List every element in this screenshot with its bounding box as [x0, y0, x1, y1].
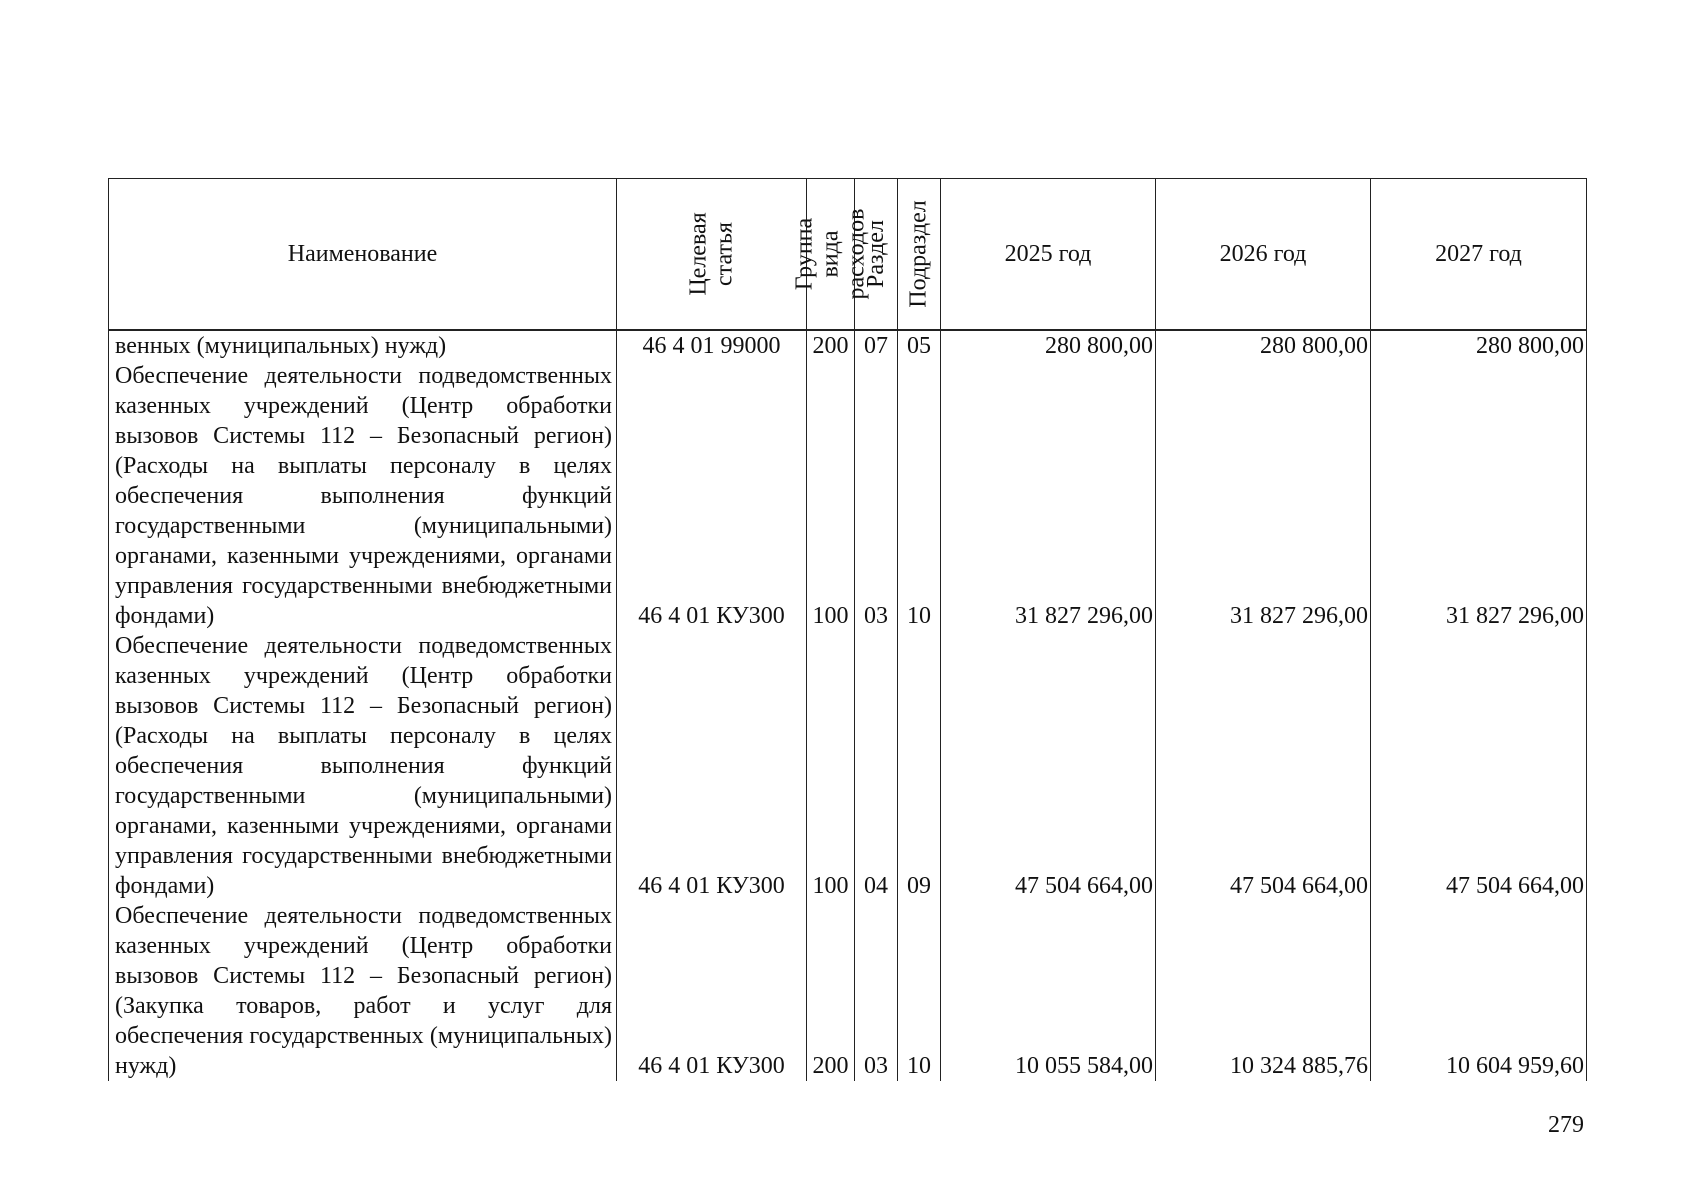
row-group: 200 — [807, 330, 855, 361]
row-group: 100 — [807, 631, 855, 901]
row-name: венных (муниципальных) нужд) — [109, 330, 617, 361]
table-header-row — [109, 179, 1587, 331]
header-target — [617, 179, 807, 331]
row-code: 46 4 01 КУ300 — [617, 901, 807, 1081]
row-2026: 31 827 296,00 — [1156, 361, 1371, 631]
row-section: 07 — [855, 330, 898, 361]
row-2026: 10 324 885,76 — [1156, 901, 1371, 1081]
row-section: 03 — [855, 361, 898, 631]
header-section-label: Раздел — [863, 220, 890, 288]
header-group — [791, 179, 870, 331]
header-2025: 2025 год — [941, 179, 1156, 331]
row-2027: 280 800,00 — [1371, 330, 1587, 361]
row-2025: 10 055 584,00 — [941, 901, 1156, 1081]
header-subsection-label: Подраздел — [906, 200, 933, 308]
header-name: Наименование — [109, 179, 617, 331]
row-code: 46 4 01 КУ300 — [617, 631, 807, 901]
row-name: Обеспечение деятельности подведомственных казенных учреждений (Центр обработки вызовов Системы 112 – Безопасный регион) (Расходы на выплаты персоналу в целях обеспечения выполнения функций государственными (муниципальными) органами, казенными учреждениями, органами управления государственными внебюджетными фондами) — [109, 361, 617, 631]
table-row — [109, 330, 1587, 361]
row-group: 200 — [807, 901, 855, 1081]
row-2025: 47 504 664,00 — [941, 631, 1156, 901]
table-row — [109, 901, 1587, 1081]
row-name: Обеспечение деятельности подведомственных казенных учреждений (Центр обработки вызовов Системы 112 – Безопасный регион) (Расходы на выплаты персоналу в целях обеспечения выполнения функций государственными (муниципальными) органами, казенными учреждениями, органами управления государственными внебюджетными фондами) — [109, 631, 617, 901]
row-subsection: 10 — [898, 361, 941, 631]
row-subsection: 09 — [898, 631, 941, 901]
table-row — [109, 631, 1587, 901]
row-subsection: 05 — [898, 330, 941, 361]
row-group: 100 — [807, 361, 855, 631]
row-2027: 10 604 959,60 — [1371, 901, 1587, 1081]
header-target-label: Целевая статья — [685, 212, 738, 296]
page-number: 279 — [1548, 1112, 1584, 1138]
row-2027: 31 827 296,00 — [1371, 361, 1587, 631]
row-2025: 31 827 296,00 — [941, 361, 1156, 631]
header-group-label: Группа вида расходов — [791, 208, 870, 300]
row-2026: 47 504 664,00 — [1156, 631, 1371, 901]
row-2027: 47 504 664,00 — [1371, 631, 1587, 901]
row-2025: 280 800,00 — [941, 330, 1156, 361]
row-section: 03 — [855, 901, 898, 1081]
row-code: 46 4 01 КУ300 — [617, 361, 807, 631]
table-row — [109, 361, 1587, 631]
header-subsection — [898, 179, 941, 331]
header-2027: 2027 год — [1371, 179, 1587, 331]
row-name: Обеспечение деятельности подведомственных казенных учреждений (Центр обработки вызовов Системы 112 – Безопасный регион) (Закупка товаров, работ и услуг для обеспечения государственных (муниципальных) нужд) — [109, 901, 617, 1081]
row-code: 46 4 01 99000 — [617, 330, 807, 361]
row-subsection: 10 — [898, 901, 941, 1081]
row-2026: 280 800,00 — [1156, 330, 1371, 361]
header-2026: 2026 год — [1156, 179, 1371, 331]
budget-table — [108, 178, 1587, 1081]
row-section: 04 — [855, 631, 898, 901]
